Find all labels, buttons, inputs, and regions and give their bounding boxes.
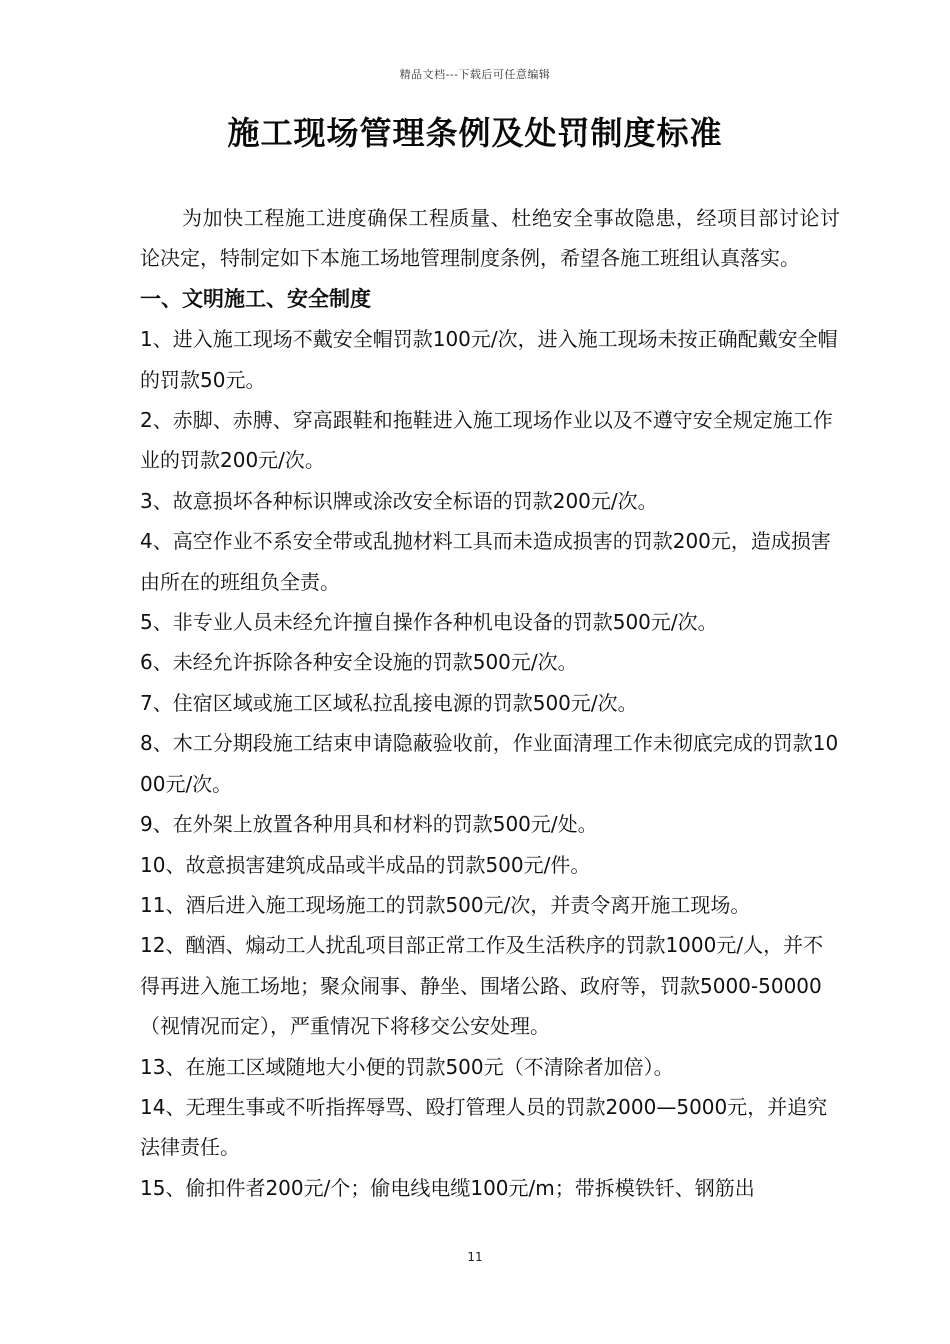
rule-item: 9、在外架上放置各种用具和材料的罚款500元/处。 (140, 812, 598, 837)
rule-item: 2、赤脚、赤膊、穿高跟鞋和拖鞋进入施工现场作业以及不遵守安全规定施工作业的罚款200元/次。 (140, 408, 833, 473)
rule-item: 11、酒后进入施工现场施工的罚款500元/次，并责令离开施工现场。 (140, 892, 751, 917)
document-body (140, 198, 840, 1208)
intro-paragraph: 为加快工程施工进度确保工程质量、杜绝安全事故隐患，经项目部讨论讨论决定，特制定如下本施工场地管理制度条例，希望各施工班组认真落实。 (140, 206, 840, 271)
rule-item: 15、偷扣件者200元/个；偷电线电缆100元/m；带拆模铁钎、钢筋出 (140, 1175, 755, 1200)
rule-item: 6、未经允许拆除各种安全设施的罚款500元/次。 (140, 650, 578, 675)
rule-item: 3、故意损坏各种标识牌或涂改安全标语的罚款200元/次。 (140, 488, 658, 513)
header-note: 精品文档---下载后可任意编辑 (399, 68, 551, 81)
document-title: 施工现场管理条例及处罚制度标准 (227, 114, 723, 152)
rule-item: 12、酗酒、煽动工人扰乱项目部正常工作及生活秩序的罚款1000元/人，并不得再进入施工场地；聚众闹事、静坐、围堵公路、政府等，罚款5000-50000（视情况而定），严重情况下将移交公安处理。 (140, 933, 824, 1039)
rule-item: 7、住宿区域或施工区域私拉乱接电源的罚款500元/次。 (140, 690, 638, 715)
page-number: 11 (467, 1250, 483, 1264)
rules-list (140, 319, 840, 1208)
rule-item: 4、高空作业不系安全带或乱抛材料工具而未造成损害的罚款200元，造成损害由所在的班组负全责。 (140, 529, 831, 594)
rule-item: 14、无理生事或不听指挥辱骂、殴打管理人员的罚款2000—5000元，并追究法律责任。 (140, 1094, 828, 1160)
rule-item: 10、故意损害建筑成品或半成品的罚款500元/件。 (140, 852, 591, 877)
rule-item: 8、木工分期段施工结束申请隐蔽验收前，作业面清理工作未彻底完成的罚款1000元/次。 (140, 731, 839, 796)
section-heading: 一、文明施工、安全制度 (140, 286, 371, 311)
rule-item: 5、非专业人员未经允许擅自操作各种机电设备的罚款500元/次。 (140, 610, 718, 635)
rule-item: 13、在施工区域随地大小便的罚款500元（不清除者加倍）。 (140, 1054, 674, 1079)
rule-item: 1、进入施工现场不戴安全帽罚款100元/次，进入施工现场未按正确配戴安全帽的罚款50元。 (140, 327, 838, 392)
